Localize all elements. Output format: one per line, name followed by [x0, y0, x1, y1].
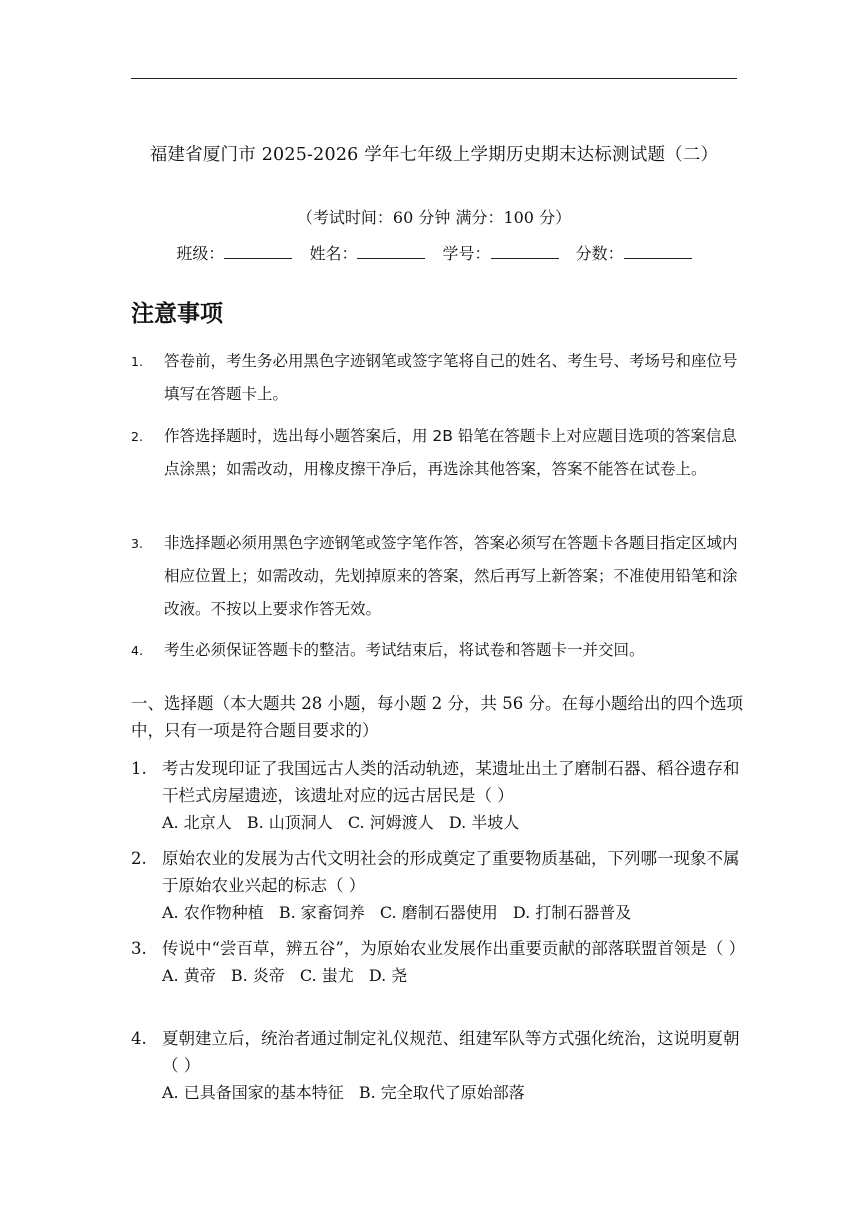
question-text: 夏朝建立后，统治者通过制定礼仪规范、组建军队等方式强化统治，这说明夏朝（ ） — [162, 1029, 740, 1075]
question-number: 1. — [131, 759, 147, 778]
option: D. 半坡人 — [448, 813, 520, 832]
question-options — [162, 809, 751, 836]
question — [131, 935, 751, 989]
option: A. 黄帝 — [162, 966, 216, 985]
notice-number: 2. — [131, 429, 143, 444]
notice-item — [131, 420, 751, 486]
class-blank — [224, 244, 292, 259]
option: C. 磨制石器使用 — [379, 903, 498, 922]
class-field — [176, 241, 292, 264]
student-id-label: 学号： — [442, 244, 491, 263]
notice-item — [131, 634, 751, 667]
student-info-row — [0, 241, 868, 264]
option: C. 蚩尤 — [299, 966, 354, 985]
notice-number: 4. — [131, 643, 143, 658]
exam-info: （考试时间：60 分钟 满分：100 分） — [296, 208, 572, 227]
question-options — [162, 962, 751, 989]
option: A. 农作物种植 — [162, 903, 264, 922]
option: D. 尧 — [368, 966, 408, 985]
question-text: 考古发现印证了我国远古人类的活动轨迹，某遗址出土了磨制石器、稻谷遗存和干栏式房屋遗迹，该遗址对应的远古居民是（ ） — [162, 759, 740, 805]
question-number: 3. — [131, 939, 147, 958]
name-label: 姓名： — [309, 244, 358, 263]
name-blank — [357, 244, 425, 259]
option: A. 北京人 — [162, 813, 232, 832]
question — [131, 845, 751, 926]
student-id-blank — [491, 244, 559, 259]
notice-text: 考生必须保证答题卡的整洁。考试结束后，将试卷和答题卡一并交回。 — [164, 641, 645, 659]
name-field — [309, 241, 425, 264]
option: C. 河姆渡人 — [347, 813, 434, 832]
question-number: 4. — [131, 1029, 147, 1048]
page-title: 福建省厦门市 2025-2026 学年七年级上学期历史期末达标测试题（二） — [149, 145, 719, 165]
option: B. 家畜饲养 — [278, 903, 365, 922]
option: A. 已具备国家的基本特征 — [162, 1083, 344, 1102]
question — [131, 1025, 751, 1106]
notice-number: 3. — [131, 536, 143, 551]
score-field — [576, 241, 692, 264]
notice-text: 非选择题必须用黑色字迹钢笔或签字笔作答，答案必须写在答题卡各题目指定区域内相应位置上；如需改动，先划掉原来的答案，然后再写上新答案；不准使用铅笔和涂改液。不按以上要求作答无效。 — [164, 534, 738, 618]
question-options — [162, 1079, 751, 1106]
notice-text: 作答选择题时，选出每小题答案后，用 2B 铅笔在答题卡上对应题目选项的答案信息点涂黑；如需改动，用橡皮擦干净后，再选涂其他答案，答案不能答在试卷上。 — [164, 427, 737, 478]
notice-text: 答卷前，考生务必用黑色字迹钢笔或签字笔将自己的姓名、考生号、考场号和座位号填写在答题卡上。 — [164, 352, 738, 403]
option: D. 打制石器普及 — [512, 903, 632, 922]
question-number: 2. — [131, 849, 147, 868]
question — [131, 755, 751, 836]
student-id-field — [443, 241, 559, 264]
notice-item — [131, 527, 751, 626]
score-blank — [624, 244, 692, 259]
question-text: 原始农业的发展为古代文明社会的形成奠定了重要物质基础，下列哪一现象不属于原始农业兴起的标志（ ） — [162, 849, 740, 895]
notice-heading: 注意事项 — [131, 301, 223, 327]
option: B. 山顶洞人 — [246, 813, 333, 832]
question-options — [162, 899, 751, 926]
notice-number: 1. — [131, 354, 143, 369]
section-heading: 一、选择题（本大题共 28 小题，每小题 2 分，共 56 分。在每小题给出的四个选项中，只有一项是符合题目要求的） — [131, 694, 743, 740]
option: B. 完全取代了原始部落 — [358, 1083, 525, 1102]
class-label: 班级： — [176, 244, 225, 263]
notice-item — [131, 345, 751, 411]
score-label: 分数： — [575, 244, 624, 263]
option: B. 炎帝 — [230, 966, 285, 985]
header-rule — [131, 78, 737, 79]
question-text: 传说中“尝百草，辨五谷”，为原始农业发展作出重要贡献的部落联盟首领是（ ） — [162, 939, 746, 958]
